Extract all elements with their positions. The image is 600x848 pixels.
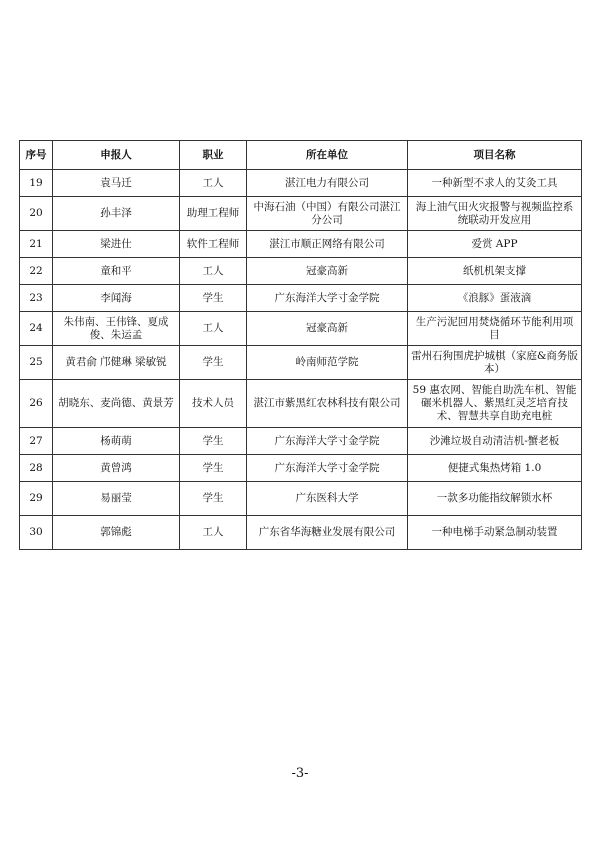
cell-project: 59 惠农网、智能自助洗车机、智能碾米机器人、紫黑红灵芝培育技术、智慧共享自助充电桩 (408, 380, 582, 428)
cell-applicant: 袁马迁 (53, 170, 180, 197)
cell-project: 一款多功能指纹解锁水杯 (408, 482, 582, 516)
cell-applicant: 黄曾鸿 (53, 455, 180, 482)
cell-project: 便捷式集热烤箱 1.0 (408, 455, 582, 482)
cell-project: 《浪豚》蛋液滴 (408, 285, 582, 312)
page-number: -3- (291, 766, 309, 781)
cell-unit: 广东省华海糖业发展有限公司 (247, 516, 408, 550)
cell-occupation: 工人 (180, 312, 247, 346)
cell-seq: 21 (20, 231, 53, 258)
header-occupation: 职业 (180, 141, 247, 170)
cell-occupation: 工人 (180, 516, 247, 550)
cell-applicant: 李闻海 (53, 285, 180, 312)
header-project: 项目名称 (408, 141, 582, 170)
cell-applicant: 童和平 (53, 258, 180, 285)
cell-applicant: 孙丰泽 (53, 197, 180, 231)
table-row (20, 516, 582, 550)
table-row (20, 346, 582, 380)
cell-occupation: 学生 (180, 285, 247, 312)
cell-unit: 广东海洋大学寸金学院 (247, 455, 408, 482)
cell-seq: 23 (20, 285, 53, 312)
table-row (20, 258, 582, 285)
table-row (20, 231, 582, 258)
cell-applicant: 杨萌萌 (53, 428, 180, 455)
cell-seq: 30 (20, 516, 53, 550)
cell-seq: 20 (20, 197, 53, 231)
table-row (20, 170, 582, 197)
cell-occupation: 学生 (180, 482, 247, 516)
cell-occupation: 工人 (180, 258, 247, 285)
cell-unit: 湛江电力有限公司 (247, 170, 408, 197)
cell-seq: 28 (20, 455, 53, 482)
table-row (20, 312, 582, 346)
cell-seq: 22 (20, 258, 53, 285)
header-applicant: 申报人 (53, 141, 180, 170)
cell-unit: 冠豪高新 (247, 312, 408, 346)
cell-unit: 冠豪高新 (247, 258, 408, 285)
cell-occupation: 软件工程师 (180, 231, 247, 258)
cell-occupation: 助理工程师 (180, 197, 247, 231)
table-row (20, 197, 582, 231)
cell-applicant: 黄君俞 邝健琳 梁敏锐 (53, 346, 180, 380)
cell-seq: 27 (20, 428, 53, 455)
cell-unit: 广东海洋大学寸金学院 (247, 285, 408, 312)
cell-unit: 湛江市紫黑红农林科技有限公司 (247, 380, 408, 428)
cell-project: 生产污泥回用焚烧循环节能利用项目 (408, 312, 582, 346)
table-header-row (20, 141, 582, 170)
cell-occupation: 技术人员 (180, 380, 247, 428)
cell-applicant: 郭锦彪 (53, 516, 180, 550)
table-row (20, 455, 582, 482)
cell-project: 海上油气田火灾报警与视频监控系统联动开发应用 (408, 197, 582, 231)
header-seq: 序号 (20, 141, 53, 170)
cell-project: 一种电梯手动紧急制动装置 (408, 516, 582, 550)
applicant-table (19, 140, 582, 550)
table-row (20, 482, 582, 516)
cell-seq: 29 (20, 482, 53, 516)
cell-applicant: 梁进仕 (53, 231, 180, 258)
cell-occupation: 学生 (180, 428, 247, 455)
table-row (20, 380, 582, 428)
cell-seq: 24 (20, 312, 53, 346)
cell-seq: 26 (20, 380, 53, 428)
cell-unit: 中海石油（中国）有限公司湛江分公司 (247, 197, 408, 231)
cell-occupation: 学生 (180, 346, 247, 380)
cell-occupation: 学生 (180, 455, 247, 482)
cell-unit: 广东医科大学 (247, 482, 408, 516)
cell-seq: 19 (20, 170, 53, 197)
cell-occupation: 工人 (180, 170, 247, 197)
cell-project: 雷州石狗围虎护城棋（家庭&商务版本） (408, 346, 582, 380)
table-row (20, 428, 582, 455)
table-row (20, 285, 582, 312)
cell-project: 爱赏 APP (408, 231, 582, 258)
cell-applicant: 易丽莹 (53, 482, 180, 516)
cell-seq: 25 (20, 346, 53, 380)
cell-project: 纸机机架支撑 (408, 258, 582, 285)
header-unit: 所在单位 (247, 141, 408, 170)
cell-unit: 湛江市顺正网络有限公司 (247, 231, 408, 258)
cell-applicant: 朱伟南、王伟锋、夏成俊、朱运孟 (53, 312, 180, 346)
cell-unit: 广东海洋大学寸金学院 (247, 428, 408, 455)
cell-project: 一种新型不求人的艾灸工具 (408, 170, 582, 197)
cell-applicant: 胡晓东、麦尚德、黄景芳 (53, 380, 180, 428)
cell-project: 沙滩垃圾自动清洁机-蟹老板 (408, 428, 582, 455)
cell-unit: 岭南师范学院 (247, 346, 408, 380)
